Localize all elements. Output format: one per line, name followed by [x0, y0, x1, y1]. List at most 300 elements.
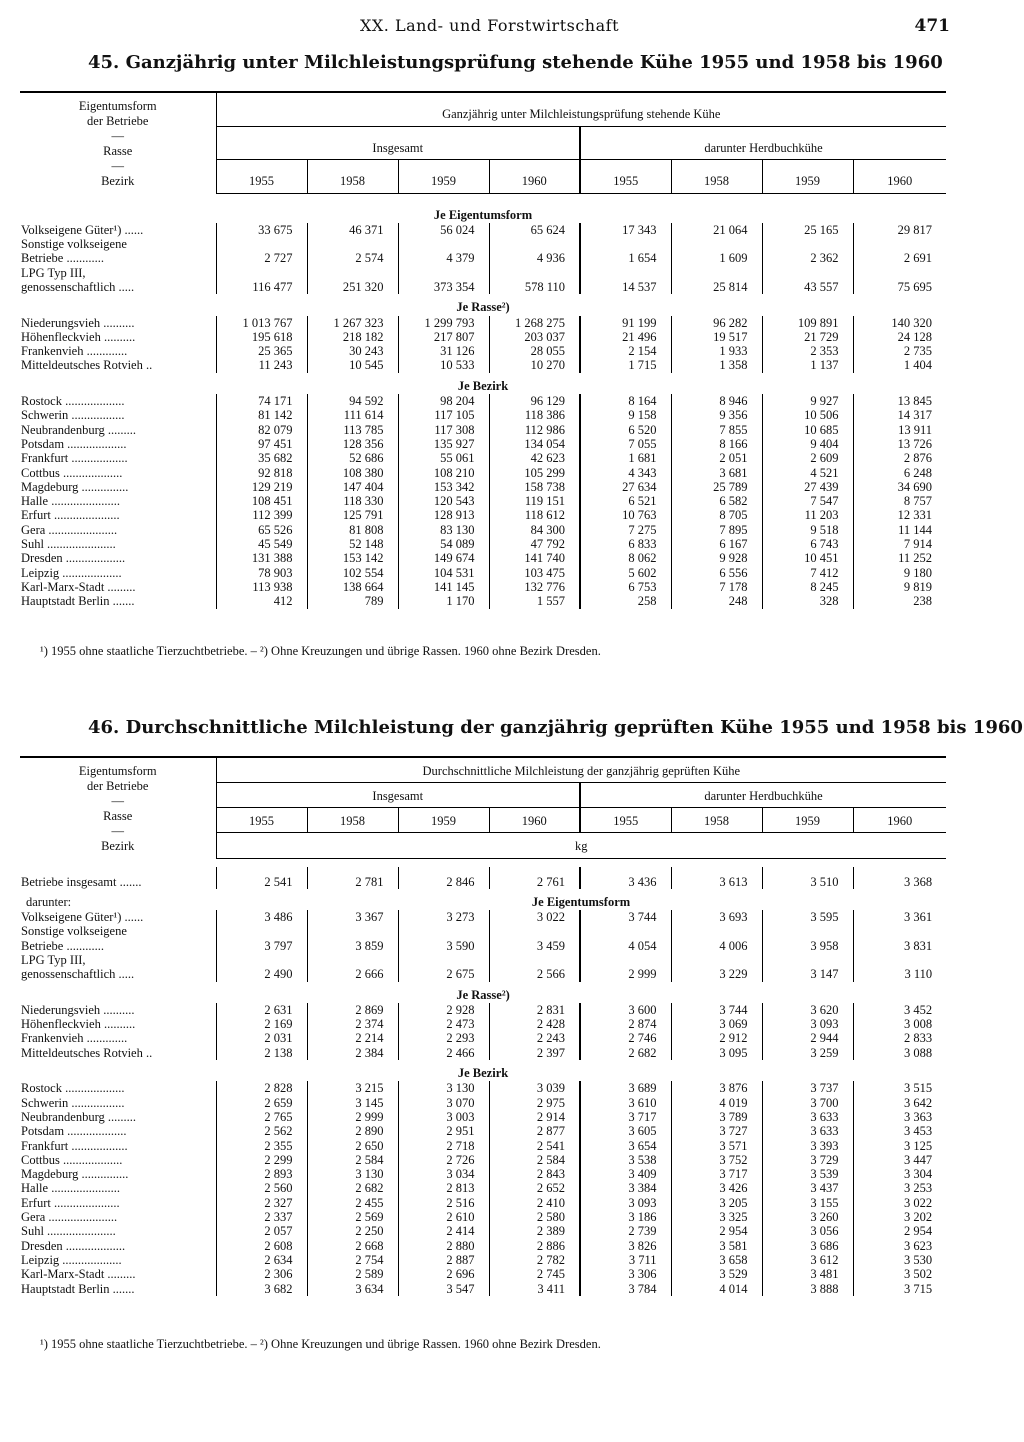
table-row — [20, 251, 946, 265]
value-cell — [580, 953, 671, 967]
value-cell: 3 022 — [903, 1195, 933, 1210]
value-cell: 3 093 — [762, 1017, 853, 1031]
value-cell — [489, 953, 580, 967]
group-herdbuch: darunter Herdbuchkühe — [580, 126, 946, 159]
value-cell: 25 789 — [671, 480, 762, 494]
value-cell — [307, 924, 398, 938]
value-cell — [671, 266, 762, 280]
value-cell: 117 105 — [398, 408, 489, 422]
value-cell: 2 541 — [489, 1139, 580, 1153]
year-header: 1958 — [307, 160, 398, 193]
value-cell: 3 876 — [671, 1081, 762, 1095]
value-cell: 30 243 — [307, 344, 398, 358]
value-cell: 3 481 — [762, 1267, 853, 1281]
section-title: Je Rasse²) — [456, 300, 510, 315]
value-cell: 12 331 — [897, 508, 933, 523]
value-cell: 25 165 — [762, 223, 853, 237]
value-cell: 2 754 — [307, 1253, 398, 1267]
year-header: 1960 — [489, 808, 580, 833]
value-cell: 52 686 — [307, 451, 398, 465]
year-header: 1960 — [853, 808, 946, 833]
table-row — [20, 423, 946, 437]
value-cell: 3 826 — [580, 1239, 671, 1253]
table-row — [20, 1224, 946, 1238]
value-cell: 9 518 — [762, 523, 853, 537]
stub-dash: — — [111, 794, 124, 808]
table-row — [20, 1031, 946, 1045]
value-cell — [398, 953, 489, 967]
value-cell: 153 142 — [307, 551, 398, 565]
value-cell: 3 744 — [671, 1003, 762, 1017]
value-cell: 1 404 — [903, 358, 933, 373]
value-cell: 13 726 — [897, 436, 933, 451]
value-cell: 3 654 — [580, 1139, 671, 1153]
table-row — [20, 1096, 946, 1110]
value-cell — [216, 266, 307, 280]
value-cell: 2 057 — [216, 1224, 307, 1238]
value-cell: 3 715 — [903, 1281, 933, 1296]
row-label: Höhenfleckvieh .......... — [20, 1017, 216, 1031]
value-cell: 2 154 — [580, 344, 671, 358]
value-cell: 2 718 — [398, 1139, 489, 1153]
value-cell — [216, 953, 307, 967]
value-cell: 1 137 — [762, 358, 853, 372]
value-cell: 109 891 — [762, 316, 853, 330]
value-cell: 3 459 — [489, 939, 580, 953]
value-cell: 128 356 — [307, 437, 398, 451]
value-cell: 149 674 — [398, 551, 489, 565]
value-cell: 3 393 — [762, 1139, 853, 1153]
table-row — [20, 358, 946, 372]
value-cell: 2 574 — [307, 251, 398, 265]
value-cell: 2 887 — [398, 1253, 489, 1267]
table-row — [20, 1282, 946, 1296]
value-cell: 2 739 — [580, 1224, 671, 1238]
value-cell: 140 320 — [891, 315, 933, 330]
value-cell: 1 299 793 — [398, 316, 489, 330]
value-cell: 2 682 — [580, 1046, 671, 1060]
value-cell: 138 664 — [307, 580, 398, 594]
value-cell: 7 275 — [580, 523, 671, 537]
value-cell: 6 167 — [671, 537, 762, 551]
value-cell: 2 634 — [216, 1253, 307, 1267]
value-cell: 2 893 — [216, 1167, 307, 1181]
table-45-footnote: ¹) 1955 ohne staatliche Tierzuchtbetriebe. – ²) Ohne Kreuzungen und übrige Rassen. 1960 ohne Bezirk Dresden. — [40, 644, 601, 658]
value-cell: 8 062 — [580, 551, 671, 565]
value-cell: 2 843 — [489, 1167, 580, 1181]
table-row — [20, 266, 946, 280]
value-cell: 3 367 — [307, 910, 398, 924]
value-cell: 3 600 — [580, 1003, 671, 1017]
value-cell: 3 510 — [762, 867, 853, 889]
table-row — [20, 494, 946, 508]
value-cell: 3 130 — [398, 1081, 489, 1095]
value-cell: 9 356 — [671, 408, 762, 422]
row-label: Cottbus ................... — [20, 466, 216, 480]
stub-dash: — — [111, 824, 124, 838]
value-cell: 2 455 — [307, 1196, 398, 1210]
value-cell — [489, 924, 580, 938]
value-cell: 3 727 — [671, 1124, 762, 1138]
table-row — [20, 537, 946, 551]
value-cell: 4 521 — [762, 466, 853, 480]
value-cell: 1 013 767 — [216, 316, 307, 330]
value-cell: 2 214 — [307, 1031, 398, 1045]
value-cell — [671, 953, 762, 967]
value-cell: 74 171 — [216, 394, 307, 408]
value-cell: 3 693 — [671, 910, 762, 924]
value-cell: 2 828 — [216, 1081, 307, 1095]
value-cell: 7 914 — [903, 537, 933, 552]
table-row — [20, 523, 946, 537]
row-label: Potsdam ................... — [20, 1124, 216, 1138]
value-cell: 9 404 — [762, 437, 853, 451]
value-cell: 2 761 — [489, 867, 580, 889]
value-cell: 2 414 — [398, 1224, 489, 1238]
stub-line: der Betriebe — [87, 779, 149, 793]
value-cell: 2 355 — [216, 1139, 307, 1153]
table-row — [20, 1267, 946, 1281]
value-cell: 2 389 — [489, 1224, 580, 1238]
value-cell: 131 388 — [216, 551, 307, 565]
value-cell: 3 620 — [762, 1003, 853, 1017]
value-cell: 3 539 — [762, 1167, 853, 1181]
value-cell: 578 110 — [489, 280, 580, 294]
value-cell: 10 685 — [762, 423, 853, 437]
value-cell: 3 069 — [671, 1017, 762, 1031]
value-cell: 4 006 — [671, 939, 762, 953]
value-cell: 3 595 — [762, 910, 853, 924]
value-cell — [853, 266, 946, 280]
value-cell: 84 300 — [489, 523, 580, 537]
value-cell — [398, 237, 489, 251]
value-cell: 1 170 — [398, 594, 489, 608]
table-row — [20, 939, 946, 953]
value-cell: 2 169 — [216, 1017, 307, 1031]
value-cell: 112 986 — [489, 423, 580, 437]
value-cell: 11 144 — [898, 522, 933, 537]
value-cell: 3 831 — [903, 938, 933, 953]
stub-dash: — — [111, 129, 124, 143]
value-cell: 3 752 — [671, 1153, 762, 1167]
section-title: Je Rasse²) — [456, 987, 510, 1002]
value-cell: 28 055 — [489, 344, 580, 358]
value-cell: 2 746 — [580, 1031, 671, 1045]
value-cell: 10 270 — [489, 358, 580, 372]
row-label: Hauptstadt Berlin ....... — [20, 594, 216, 608]
value-cell: 111 614 — [307, 408, 398, 422]
row-label: Betriebe ............ — [20, 251, 216, 265]
value-cell — [489, 266, 580, 280]
value-cell: 2 954 — [903, 1224, 933, 1239]
table-45-title: 45. Ganzjährig unter Milchleistungsprüfung stehende Kühe 1955 und 1958 bis 1960 — [88, 52, 943, 73]
value-cell: 7 855 — [671, 423, 762, 437]
row-label: Magdeburg ............... — [20, 1167, 216, 1181]
value-cell: 2 765 — [216, 1110, 307, 1124]
value-cell: 113 938 — [216, 580, 307, 594]
value-cell: 3 859 — [307, 939, 398, 953]
value-cell: 2 541 — [216, 867, 307, 889]
value-cell: 3 384 — [580, 1181, 671, 1195]
value-cell: 2 569 — [307, 1210, 398, 1224]
value-cell: 147 404 — [307, 480, 398, 494]
value-cell: 3 095 — [671, 1046, 762, 1060]
value-cell: 43 557 — [762, 280, 853, 294]
value-cell: 24 128 — [897, 329, 933, 344]
table-46 — [20, 756, 946, 1296]
value-cell: 3 022 — [489, 910, 580, 924]
value-cell: 3 110 — [904, 967, 933, 982]
row-label: Betriebe insgesamt ....... — [20, 867, 216, 889]
value-cell — [398, 266, 489, 280]
value-cell: 2 650 — [307, 1139, 398, 1153]
value-cell: 2 668 — [307, 1239, 398, 1253]
row-label: Dresden ................... — [20, 551, 216, 565]
value-cell: 238 — [913, 594, 933, 609]
value-cell — [307, 237, 398, 251]
value-cell: 3 590 — [398, 939, 489, 953]
value-cell: 2 374 — [307, 1017, 398, 1031]
row-label: Gera ...................... — [20, 523, 216, 537]
page-number: 471 — [914, 16, 950, 36]
value-cell: 91 199 — [580, 316, 671, 330]
value-cell: 92 818 — [216, 466, 307, 480]
table-46-title: 46. Durchschnittliche Milchleistung der ganzjährig geprüften Kühe 1955 und 1958 bis 1960 — [88, 717, 1023, 738]
value-cell: 2 951 — [398, 1124, 489, 1138]
value-cell: 9 819 — [903, 579, 933, 594]
table-row — [20, 1239, 946, 1253]
value-cell: 65 526 — [216, 523, 307, 537]
value-cell: 2 886 — [489, 1239, 580, 1253]
value-cell: 119 151 — [489, 494, 580, 508]
group-insgesamt: Insgesamt — [216, 126, 580, 159]
value-cell: 135 927 — [398, 437, 489, 451]
value-cell: 2 428 — [489, 1017, 580, 1031]
value-cell: 3 008 — [903, 1017, 933, 1032]
value-cell — [853, 924, 946, 938]
value-cell: 2 745 — [489, 1267, 580, 1281]
value-cell: 3 700 — [762, 1096, 853, 1110]
row-label: Niederungsvieh .......... — [20, 316, 216, 330]
table-row — [20, 1139, 946, 1153]
value-cell: 3 784 — [580, 1282, 671, 1296]
row-label: genossenschaftlich ..... — [20, 967, 216, 981]
value-cell: 8 705 — [671, 508, 762, 522]
table-46-footnote: ¹) 1955 ohne staatliche Tierzuchtbetriebe. – ²) Ohne Kreuzungen und übrige Rassen. 1960 ohne Bezirk Dresden. — [40, 1337, 601, 1351]
value-cell: 8 164 — [580, 394, 671, 408]
value-cell: 25 814 — [671, 280, 762, 294]
value-cell: 82 079 — [216, 423, 307, 437]
value-cell: 118 612 — [489, 508, 580, 522]
value-cell: 96 282 — [671, 316, 762, 330]
value-cell: 42 623 — [489, 451, 580, 465]
value-cell: 217 807 — [398, 330, 489, 344]
row-label: Volkseigene Güter¹) ...... — [20, 910, 216, 924]
value-cell: 2 584 — [489, 1153, 580, 1167]
value-cell: 2 874 — [580, 1017, 671, 1031]
value-cell: 3 205 — [671, 1196, 762, 1210]
value-cell: 3 888 — [762, 1282, 853, 1296]
row-label: Höhenfleckvieh .......... — [20, 330, 216, 344]
year-header: 1960 — [853, 160, 946, 193]
value-cell — [307, 266, 398, 280]
table-row — [20, 1110, 946, 1124]
table-row — [20, 466, 946, 480]
value-cell: 108 380 — [307, 466, 398, 480]
value-cell: 11 252 — [898, 551, 933, 566]
row-label: genossenschaftlich ..... — [20, 280, 216, 294]
value-cell: 3 612 — [762, 1253, 853, 1267]
section-title: Je Bezirk — [457, 378, 509, 393]
value-cell: 195 618 — [216, 330, 307, 344]
value-cell: 1 654 — [580, 251, 671, 265]
value-cell: 141 145 — [398, 580, 489, 594]
row-label: Sonstige volkseigene — [20, 237, 216, 251]
row-label: Frankfurt .................. — [20, 451, 216, 465]
value-cell: 3 711 — [580, 1253, 671, 1267]
stub-line: Eigentumsform — [78, 764, 157, 778]
value-cell — [762, 237, 853, 251]
table-row — [20, 1253, 946, 1267]
table-row — [20, 1017, 946, 1031]
year-header: 1959 — [398, 160, 489, 193]
value-cell: 3 411 — [489, 1282, 580, 1296]
value-cell: 3 682 — [216, 1282, 307, 1296]
value-cell: 2 954 — [671, 1224, 762, 1238]
value-cell: 3 056 — [762, 1224, 853, 1238]
value-cell: 6 520 — [580, 423, 671, 437]
value-cell: 2 659 — [216, 1096, 307, 1110]
table-row — [20, 316, 946, 330]
value-cell: 3 304 — [903, 1167, 933, 1182]
value-cell: 102 554 — [307, 566, 398, 580]
value-cell: 3 436 — [580, 867, 671, 889]
table-row — [20, 1124, 946, 1138]
value-cell: 116 477 — [216, 280, 307, 294]
value-cell — [580, 266, 671, 280]
table-row — [20, 910, 946, 924]
value-cell: 2 999 — [307, 1110, 398, 1124]
value-cell: 2 516 — [398, 1196, 489, 1210]
table-row — [20, 1003, 946, 1017]
value-cell: 6 743 — [762, 537, 853, 551]
value-cell: 328 — [762, 594, 853, 608]
value-cell: 25 365 — [216, 344, 307, 358]
table-row — [20, 1210, 946, 1224]
value-cell: 3 613 — [671, 867, 762, 889]
value-cell: 2 928 — [398, 1003, 489, 1017]
value-cell — [216, 237, 307, 251]
year-header: 1958 — [671, 808, 762, 833]
value-cell: 7 412 — [762, 566, 853, 580]
value-cell: 3 259 — [762, 1046, 853, 1060]
value-cell: 3 538 — [580, 1153, 671, 1167]
value-cell: 3 039 — [489, 1081, 580, 1095]
section-title: Je Eigentumsform — [531, 894, 631, 909]
value-cell: 2 562 — [216, 1124, 307, 1138]
value-cell: 2 880 — [398, 1239, 489, 1253]
value-cell: 4 379 — [398, 251, 489, 265]
value-cell: 13 911 — [898, 422, 933, 437]
value-cell: 3 633 — [762, 1110, 853, 1124]
value-cell: 65 624 — [489, 223, 580, 237]
table-row — [20, 223, 946, 237]
value-cell: 3 368 — [903, 874, 933, 889]
row-label: Hauptstadt Berlin ....... — [20, 1282, 216, 1296]
value-cell: 3 610 — [580, 1096, 671, 1110]
value-cell: 129 219 — [216, 480, 307, 494]
value-cell: 10 763 — [580, 508, 671, 522]
group-insgesamt: Insgesamt — [216, 783, 580, 808]
table-row — [20, 1167, 946, 1181]
table-row — [20, 237, 946, 251]
value-cell: 3 034 — [398, 1167, 489, 1181]
value-cell: 2 682 — [307, 1181, 398, 1195]
value-cell: 56 024 — [398, 223, 489, 237]
value-cell: 3 689 — [580, 1081, 671, 1095]
unit-label: kg — [216, 833, 946, 858]
value-cell: 3 363 — [903, 1109, 933, 1124]
chapter-title: XX. Land- und Forstwirtschaft — [360, 16, 619, 35]
row-label: Neubrandenburg ......... — [20, 1110, 216, 1124]
value-cell: 3 642 — [903, 1095, 933, 1110]
value-cell: 6 753 — [580, 580, 671, 594]
year-header: 1959 — [762, 808, 853, 833]
value-cell: 3 130 — [307, 1167, 398, 1181]
value-cell: 3 797 — [216, 939, 307, 953]
value-cell: 10 533 — [398, 358, 489, 372]
value-cell: 4 343 — [580, 466, 671, 480]
value-cell — [762, 266, 853, 280]
row-label: Rostock ................... — [20, 1081, 216, 1095]
value-cell: 2 362 — [762, 251, 853, 265]
value-cell: 31 126 — [398, 344, 489, 358]
row-label: Erfurt ..................... — [20, 1196, 216, 1210]
value-cell: 2 353 — [762, 344, 853, 358]
value-cell: 33 675 — [216, 223, 307, 237]
value-cell: 128 913 — [398, 508, 489, 522]
value-cell: 2 589 — [307, 1267, 398, 1281]
value-cell — [853, 953, 946, 967]
value-cell — [671, 237, 762, 251]
row-label: Dresden ................... — [20, 1239, 216, 1253]
value-cell: 2 944 — [762, 1031, 853, 1045]
table-row — [20, 566, 946, 580]
value-cell: 6 833 — [580, 537, 671, 551]
value-cell: 2 831 — [489, 1003, 580, 1017]
value-cell: 3 155 — [762, 1196, 853, 1210]
value-cell: 2 631 — [216, 1003, 307, 1017]
value-cell — [216, 924, 307, 938]
table-row — [20, 1196, 946, 1210]
table-row — [20, 394, 946, 408]
value-cell: 3 093 — [580, 1196, 671, 1210]
table-row — [20, 1181, 946, 1195]
value-cell: 2 652 — [489, 1181, 580, 1195]
value-cell: 83 130 — [398, 523, 489, 537]
value-cell — [398, 924, 489, 938]
table-row — [20, 437, 946, 451]
row-label: Leipzig ................... — [20, 566, 216, 580]
row-label: Schwerin ................. — [20, 408, 216, 422]
value-cell: 2 384 — [307, 1046, 398, 1060]
value-cell: 3 325 — [671, 1210, 762, 1224]
value-cell: 2 473 — [398, 1017, 489, 1031]
value-cell: 3 253 — [903, 1181, 933, 1196]
value-cell: 3 958 — [762, 939, 853, 953]
year-header: 1955 — [580, 160, 671, 193]
value-cell: 2 243 — [489, 1031, 580, 1045]
